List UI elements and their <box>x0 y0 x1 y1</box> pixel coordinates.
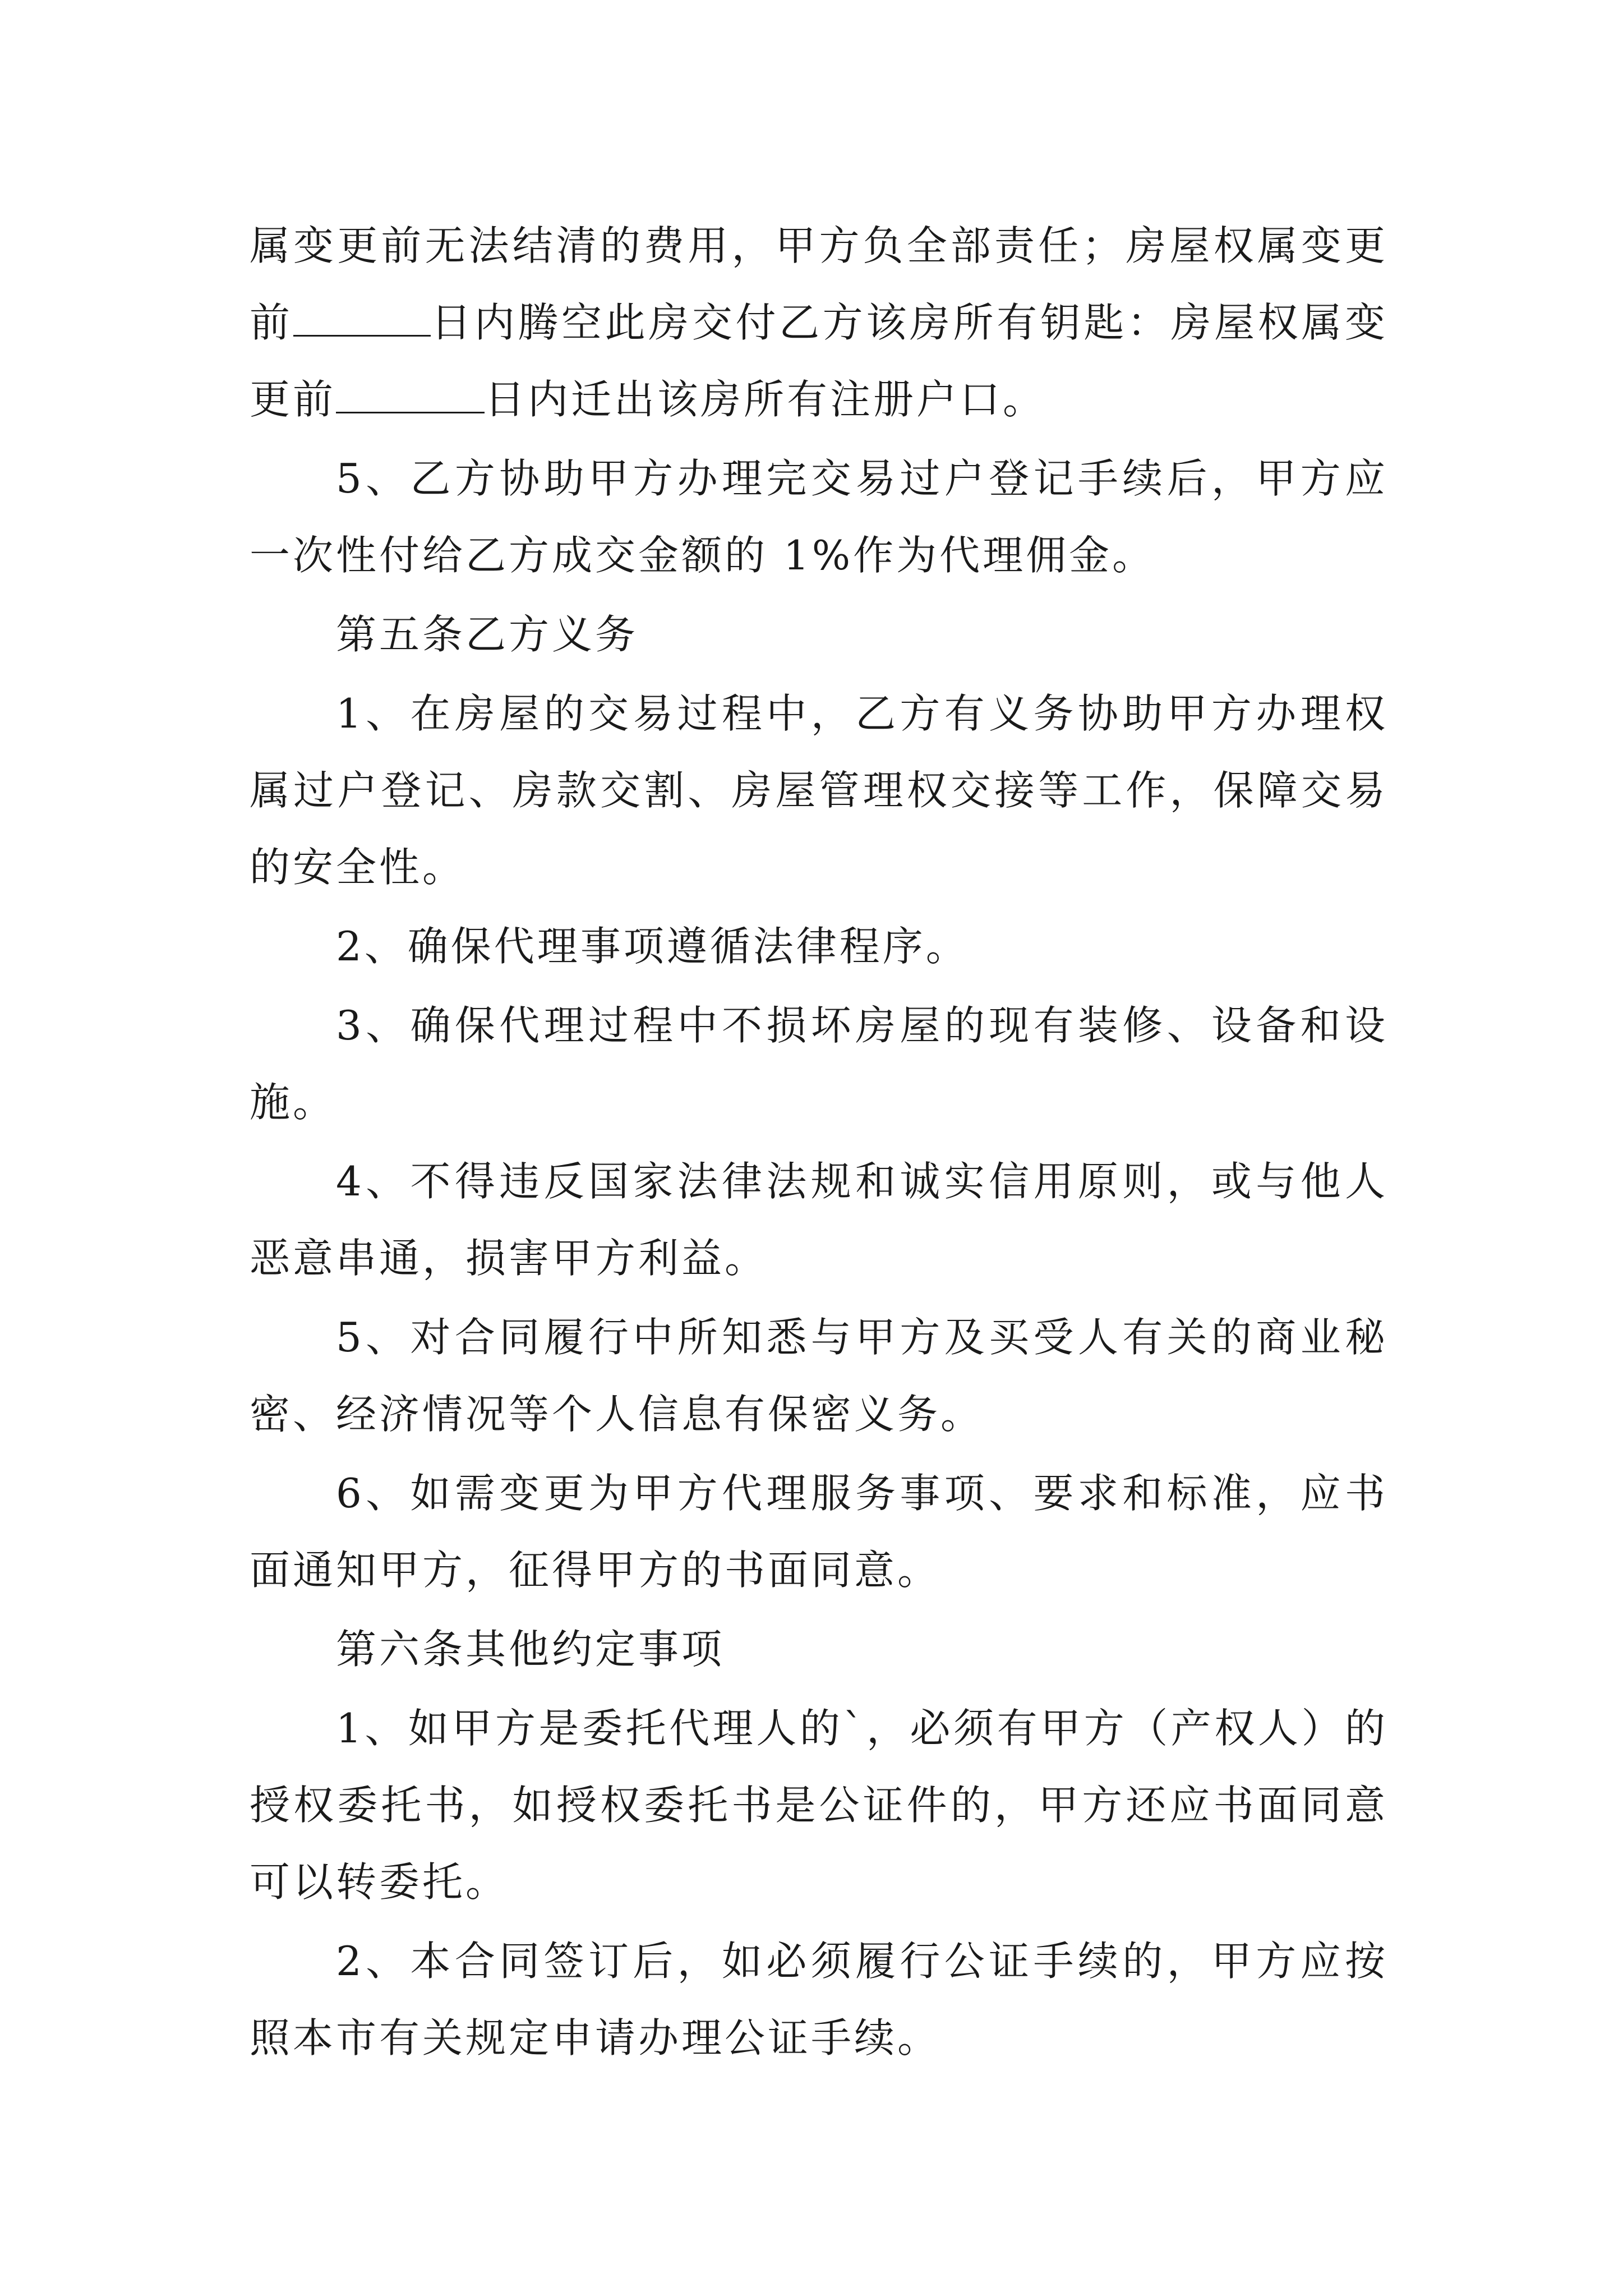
document-body <box>250 208 1388 2077</box>
paragraph-text: 日内腾空此房交付乙方该房所有钥匙：房屋权属变更前 <box>250 299 1388 423</box>
paragraph-art5-6 <box>250 1455 1388 1609</box>
paragraph-art5-3 <box>250 987 1388 1141</box>
paragraph-text: 4、不得违反国家法律法规和诚实信用原则，或与他人恶意串通，损害甲方利益。 <box>250 1158 1388 1282</box>
paragraph-art5-5 <box>250 1299 1388 1453</box>
paragraph-text: 6、如需变更为甲方代理服务事项、要求和标准，应书面通知甲方，征得甲方的书面同意。 <box>250 1470 1388 1594</box>
paragraph-text: 第六条其他约定事项 <box>336 1626 725 1673</box>
paragraph-text: 5、乙方协助甲方办理完交易过户登记手续后，甲方应一次性付给乙方成交金额的 1%作为代理佣金。 <box>250 455 1388 579</box>
paragraph-text: 日内迁出该房所有注册户口。 <box>485 376 1046 423</box>
paragraph-text: 2、本合同签订后，如必须履行公证手续的，甲方应按照本市有关规定申请办理公证手续。 <box>250 1938 1388 2062</box>
paragraph-art5-2 <box>250 908 1388 985</box>
paragraph-text: 属变更前无法结清的费用，甲方负全部责任；房屋权属变更前 <box>250 222 1388 346</box>
paragraph-art6-1 <box>250 1690 1388 1921</box>
fill-in-blank <box>336 378 485 413</box>
paragraph-text: 1、在房屋的交易过程中，乙方有义务协助甲方办理权属过户登记、房款交割、房屋管理权交接等工作，保障交易的安全性。 <box>250 690 1388 891</box>
paragraph-text: 3、确保代理过程中不损坏房屋的现有装修、设备和设施。 <box>250 1002 1388 1126</box>
paragraph-text: 5、对合同履行中所知悉与甲方及买受人有关的商业秘密、经济情况等个人信息有保密义务。 <box>250 1314 1388 1438</box>
paragraph-text: 2、确保代理事项遵循法律程序。 <box>336 923 969 970</box>
paragraph-continuation <box>250 208 1388 438</box>
fill-in-blank <box>293 301 431 337</box>
paragraph-art6-heading <box>250 1611 1388 1688</box>
paragraph-text: 1、如甲方是委托代理人的`，必须有甲方（产权人）的授权委托书，如授权委托书是公证件的，甲方还应书面同意可以转委托。 <box>250 1705 1388 1906</box>
paragraph-art5-4 <box>250 1143 1388 1297</box>
document-page <box>250 208 1388 2079</box>
paragraph-art5-heading <box>250 596 1388 673</box>
paragraph-text: 第五条乙方义务 <box>336 611 639 658</box>
paragraph-art4-5 <box>250 440 1388 594</box>
paragraph-art5-1 <box>250 675 1388 906</box>
paragraph-art6-2 <box>250 1923 1388 2077</box>
